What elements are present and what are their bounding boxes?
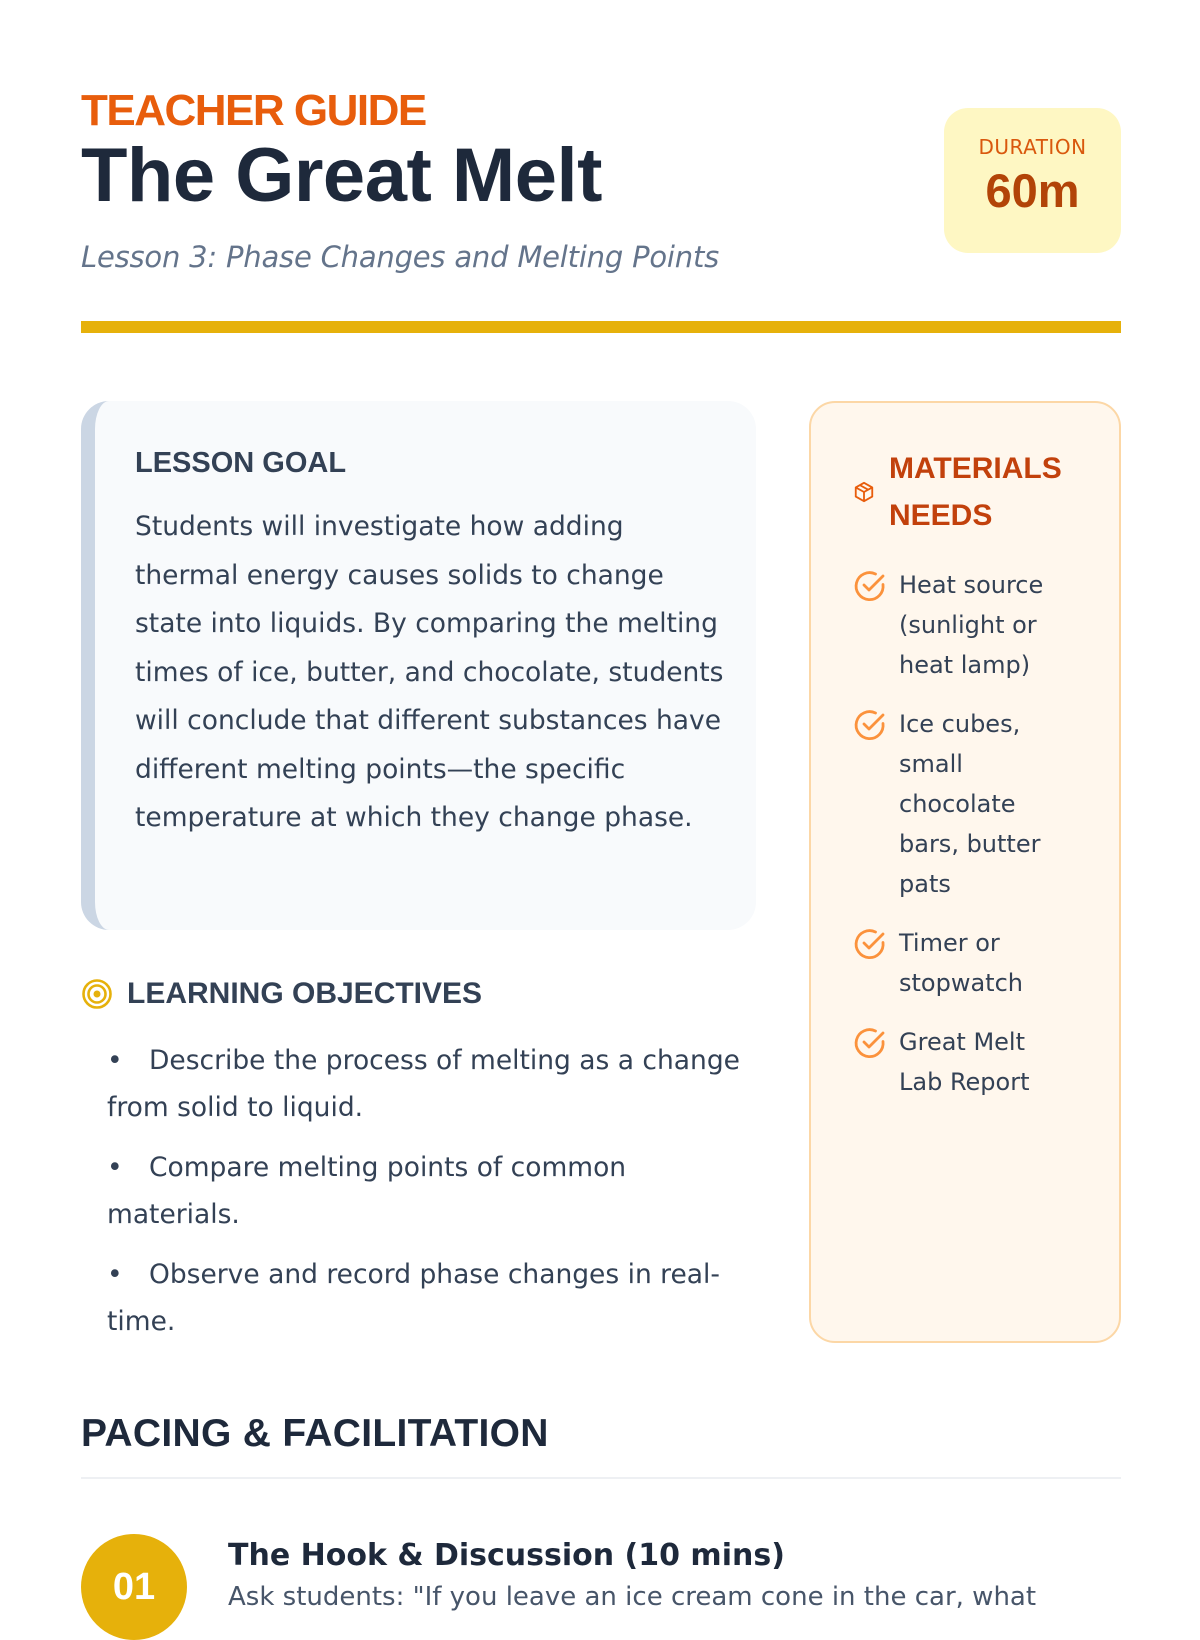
objectives-list (107, 1037, 762, 1358)
material-text: Ice cubes, small chocolate bars, butter pats (899, 710, 1041, 898)
list-item (107, 1144, 762, 1238)
header-divider (81, 321, 1121, 333)
check-circle-icon (853, 927, 887, 961)
material-text: Timer or stopwatch (899, 929, 1023, 997)
list-item (107, 1251, 762, 1345)
check-circle-icon (853, 1026, 887, 1060)
check-circle-icon (853, 569, 887, 603)
list-item (853, 1022, 1093, 1102)
materials-card (809, 401, 1121, 1343)
page-title: The Great Melt (81, 133, 602, 218)
duration-badge (944, 108, 1121, 253)
duration-value: 60m (985, 164, 1080, 217)
objectives-header (81, 974, 482, 1014)
materials-header (853, 445, 1079, 539)
objective-text: Describe the process of melting as a change from solid to liquid. (107, 1045, 740, 1123)
list-item (853, 565, 1093, 685)
list-item (107, 1037, 762, 1131)
lesson-goal-card (81, 401, 756, 930)
material-text: Great Melt Lab Report (899, 1028, 1030, 1096)
pacing-divider (81, 1477, 1121, 1479)
lesson-goal-text: Students will investigate how adding thermal energy causes solids to change state into liquids. By comparing the melting times of ice, butter, and chocolate, students will conclude that different substances have different melting points—the specific temperature at which they change phase. (135, 511, 724, 833)
objective-text: Compare melting points of common materials. (107, 1152, 627, 1230)
duration-label: DURATION (978, 135, 1087, 159)
target-icon (81, 978, 113, 1010)
objectives-heading: LEARNING OBJECTIVES (127, 977, 483, 1010)
guide-eyebrow: TEACHER GUIDE (81, 86, 426, 135)
bullet-icon: • (107, 1152, 123, 1183)
step-number-badge: 01 (81, 1534, 187, 1640)
lesson-goal-heading: LESSON GOAL (135, 447, 347, 479)
materials-heading: MATERIALS NEEDS (889, 452, 1062, 532)
objective-text: Observe and record phase changes in real-time. (107, 1259, 720, 1337)
materials-list (853, 565, 1093, 1121)
box-icon (853, 481, 875, 503)
check-circle-icon (853, 708, 887, 742)
step-description: Ask students: "If you leave an ice cream cone in the car, what (228, 1582, 1037, 1612)
step-title: The Hook & Discussion (10 mins) (228, 1538, 785, 1573)
bullet-icon: • (107, 1045, 123, 1076)
list-item (853, 923, 1093, 1003)
page-subtitle: Lesson 3: Phase Changes and Melting Points (81, 240, 720, 274)
list-item (853, 704, 1093, 904)
pacing-heading: PACING & FACILITATION (81, 1412, 549, 1455)
bullet-icon: • (107, 1259, 123, 1290)
material-text: Heat source (sunlight or heat lamp) (899, 571, 1044, 679)
